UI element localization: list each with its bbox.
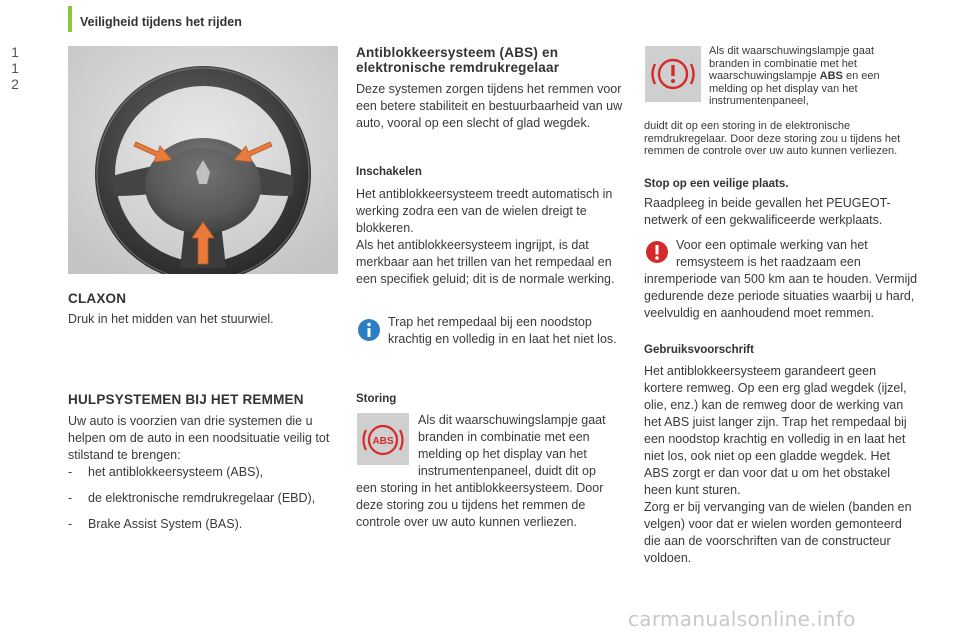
abs-heading xyxy=(356,45,559,75)
inschakelen-text-2: Als het antiblokkeersysteem ingrijpt, is dat merkbaar aan het trillen van het rempedaal en een specifiek geluid; dit is de normale werking. xyxy=(356,238,615,286)
gebruik-heading: Gebruiksvoorschrift xyxy=(644,344,754,356)
info-icon xyxy=(357,318,381,342)
info-note-text: Trap het rempedaal bij een noodstop krachtig en volledig in en laat het niet los. xyxy=(388,315,617,346)
claxon-heading: CLAXON xyxy=(68,291,127,306)
brake-warning-icon xyxy=(645,46,701,102)
hulpsystemen-list xyxy=(68,464,340,533)
brake-warning-text-full: duidt dit op een storing in de elektronische remdrukregelaar. Door deze storing zou u tijdens het remmen de controle over uw auto kunnen verliezen. xyxy=(644,120,901,157)
section-title: Veiligheid tijdens het rijden xyxy=(80,15,242,29)
list-item-text: de elektronische remdrukregelaar (EBD), xyxy=(88,491,316,505)
list-dash: - xyxy=(68,491,73,505)
storing-text: een storing in het antiblokkeersysteem. Door deze storing zou u tijdens het remmen de controle over uw auto kunnen verliezen. xyxy=(356,481,604,529)
page-number-digit: 1 xyxy=(11,44,19,60)
caution-icon xyxy=(645,240,669,264)
brake-warning-abs-bold: ABS xyxy=(819,70,843,82)
abs-heading-line: Antiblokkeersysteem (ABS) en xyxy=(356,45,559,60)
list-dash: - xyxy=(68,465,73,479)
hulpsystemen-intro: Uw auto is voorzien van drie systemen die u helpen om de auto in een noodsituatie veilig tot stilstand te brengen: xyxy=(68,414,330,462)
abs-heading-line: elektronische remdrukregelaar xyxy=(356,60,560,75)
brake-warning-lamp xyxy=(645,46,701,102)
watermark: carmanualsonline.info xyxy=(628,607,856,631)
storing-text-wrap: Als dit waarschuwingslampje gaat branden in combinatie met een melding op het display van het instrumentenpaneel, duidt dit op xyxy=(418,413,606,478)
steering-wheel-illustration xyxy=(68,46,338,274)
brake-warning-text-a: Als dit waarschuwingslampje gaat branden in combinatie met het waarschuwingslampje xyxy=(709,45,875,82)
list-item xyxy=(68,516,340,533)
gebruik-text: Het antiblokkeersysteem garandeert geen kortere remweg. Op een erg glad wegdek (ijzel, olie, enz.) kan de remweg door de werking van het ABS juist langer zijn. Trap het rempedaal bij een noodstop krachtig en volledig in en laat het niet los, ook niet op een gladde wegdek. Het ABS zorgt er dan voor dat u om het obstakel heen kunt sturen. xyxy=(644,364,907,497)
steering-wheel-photo xyxy=(68,46,338,274)
page-number xyxy=(4,44,26,92)
list-item-text: het antiblokkeersysteem (ABS), xyxy=(88,465,264,479)
inschakelen-text-1: Het antiblokkeersysteem treedt automatisch in werking zodra een van de wielen dreigt te blokkeren. xyxy=(356,187,613,235)
caution-text-wrap: Voor een optimale werking van het remsysteem is het raadzaam een xyxy=(676,238,868,269)
list-dash: - xyxy=(68,517,73,531)
advice-text: Raadpleeg in beide gevallen het PEUGEOT-netwerk of een gekwalificeerde werkplaats. xyxy=(644,196,891,227)
list-item xyxy=(68,464,340,481)
brake-warning-text-b: en een melding op het display van het instrumentenpaneel, xyxy=(709,70,880,107)
list-item xyxy=(68,490,340,507)
abs-warning-lamp xyxy=(357,413,409,465)
hulpsystemen-heading: HULPSYSTEMEN BIJ HET REMMEN xyxy=(68,392,304,407)
claxon-text: Druk in het midden van het stuurwiel. xyxy=(68,312,274,326)
brake-warning-text-wrap xyxy=(709,45,909,108)
inschakelen-heading: Inschakelen xyxy=(356,166,422,178)
banden-text: Zorg er bij vervanging van de wielen (banden en velgen) voor dat er wielen worden gemonteerd die aan de voorschriften van de constructeur voldoen. xyxy=(644,500,912,565)
stop-heading: Stop op een veilige plaats. xyxy=(644,178,789,190)
header-accent-bar xyxy=(68,6,72,32)
abs-intro: Deze systemen zorgen tijdens het remmen voor een betere stabiliteit en bestuurbaarheid van uw auto, vooral op een slecht of glad wegdek. xyxy=(356,82,623,130)
abs-icon-label: ABS xyxy=(372,436,394,447)
page-number-digit: 2 xyxy=(11,76,19,92)
abs-icon xyxy=(357,413,409,465)
caution-text: inremperiode van 500 km aan te houden. Vermijd gedurende deze periode situaties waarbij u hard, veelvuldig en aanhoudend moet remmen. xyxy=(644,272,918,320)
storing-heading: Storing xyxy=(356,393,397,405)
list-item-text: Brake Assist System (BAS). xyxy=(88,517,243,531)
page-number-digit: 1 xyxy=(11,60,19,76)
